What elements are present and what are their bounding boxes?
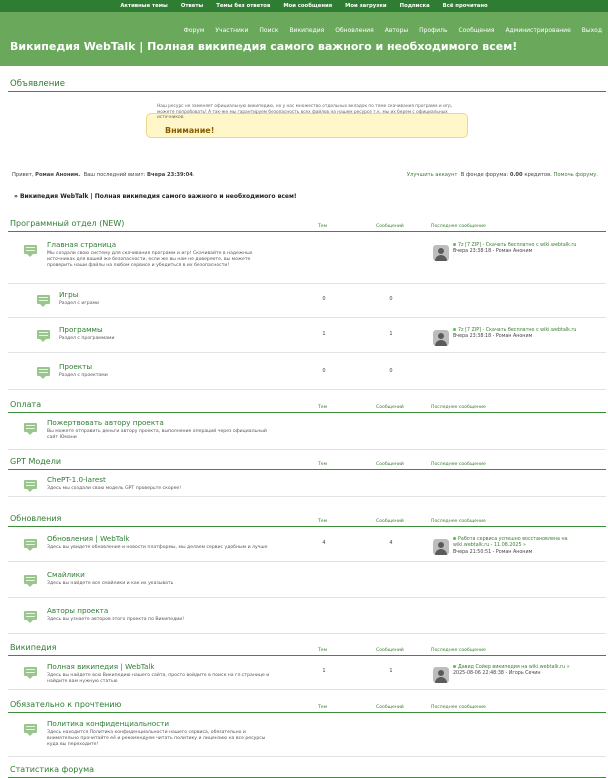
last-visit-label: Ваш последний визит: — [83, 172, 146, 178]
category-divider — [8, 469, 606, 470]
user-avatar-icon[interactable] — [433, 245, 449, 261]
forum-title[interactable]: Игры — [59, 290, 79, 299]
nav-item-6[interactable]: Профиль — [419, 27, 448, 34]
user-avatar-icon[interactable] — [433, 667, 449, 683]
green-dot-icon — [453, 328, 456, 331]
topics-count: 0 — [322, 296, 326, 302]
category-title[interactable]: Статистика форума — [10, 765, 95, 774]
speech-bubble-icon — [37, 330, 50, 339]
speech-bubble-icon — [24, 667, 37, 676]
green-dot-icon — [453, 665, 456, 668]
forum-title[interactable]: Обновления | WebTalk — [47, 534, 130, 543]
greeting-hello: Привет, — [12, 172, 34, 178]
nav-item-5[interactable]: Авторы — [384, 27, 409, 34]
category-divider — [8, 712, 606, 713]
posts-count: 4 — [389, 540, 393, 546]
forum-title[interactable]: ChePT-1.0-larest — [47, 475, 106, 484]
speech-bubble-icon — [24, 575, 37, 584]
top-link[interactable]: Активные темы — [120, 3, 168, 9]
top-link[interactable]: Подписка — [399, 3, 430, 9]
posts-count: 1 — [389, 668, 393, 674]
forum-title[interactable]: Смайлики — [47, 570, 85, 579]
announcement-heading: Объявление — [10, 79, 66, 89]
forum-description: Здесь мы создали свою модель GPT проверьте скорее! — [47, 486, 182, 491]
category-title[interactable]: Википедия — [10, 643, 57, 652]
last-post — [453, 665, 570, 678]
speech-bubble-icon — [24, 724, 37, 733]
category-title[interactable]: GPT Модели — [10, 457, 62, 466]
nav-item-2[interactable]: Поиск — [259, 27, 279, 34]
nav-item-7[interactable]: Сообщения — [458, 27, 495, 34]
last-post-meta: 2025-08-06 22:48:38 - Игорь Сечин — [453, 671, 541, 677]
user-avatar-icon[interactable] — [433, 330, 449, 346]
column-header-posts: Сообщений — [376, 224, 404, 229]
forum-title[interactable]: Пожертвовать автору проекта — [47, 418, 164, 427]
row-separator — [8, 561, 606, 562]
speech-bubble-icon — [24, 539, 37, 548]
nav-item-4[interactable]: Обновления — [335, 27, 374, 34]
greeting-user[interactable]: Роман Аноним. — [35, 172, 81, 178]
speech-bubble-icon — [24, 480, 37, 489]
last-post — [453, 537, 568, 556]
fund-credits: кредитов. — [524, 172, 552, 178]
top-link[interactable]: Темы без ответов — [216, 3, 271, 9]
top-link[interactable]: Мои сообщения — [283, 3, 333, 9]
column-header-topics: Тем — [318, 462, 328, 467]
last-post-meta: Вчера 21:50:51 - Роман Аноним — [453, 549, 533, 555]
column-header-posts: Сообщений — [376, 705, 404, 710]
top-link[interactable]: Мои загрузки — [345, 3, 387, 9]
last-post-link[interactable]: 7z [7 ZIP] - Скачать бесплатно с wiki.webtalk.ru — [458, 328, 577, 333]
speech-bubble-icon — [24, 245, 37, 254]
last-post-link[interactable]: 7z [7 ZIP] - Скачать бесплатно с wiki.webtalk.ru — [458, 243, 577, 248]
forum-description: Здесь вы найдете всю Википедию нашего сайта, просто войдите в поиск на гл.странице и найдите вам нужную статью — [47, 673, 270, 684]
column-header-last: Последнее сообщение — [431, 519, 486, 524]
row-separator — [8, 689, 606, 690]
last-post-meta: Вчера 23:38:18 - Роман Аноним — [453, 334, 533, 340]
row-separator — [8, 449, 606, 450]
category-title[interactable]: Оплата — [10, 400, 42, 409]
topics-count: 1 — [322, 668, 326, 674]
row-separator — [8, 496, 606, 497]
row-separator — [8, 633, 606, 634]
site-header — [0, 12, 608, 66]
row-separator — [8, 352, 606, 353]
forum-title[interactable]: Авторы проекта — [47, 606, 109, 615]
improve-account-link[interactable]: Улучшить аккаунт — [406, 172, 458, 178]
row-separator — [8, 389, 606, 390]
column-header-posts: Сообщений — [376, 519, 404, 524]
column-header-topics: Тем — [318, 405, 328, 410]
forum-description: Вы можете отправить деньги автору проекта, выполнение операций через официальный сайт Юмани — [47, 429, 267, 440]
user-avatar-icon[interactable] — [433, 539, 449, 555]
row-separator — [8, 317, 606, 318]
top-link[interactable]: Ответы — [180, 3, 204, 9]
nav-item-9[interactable]: Выход — [581, 27, 602, 34]
top-link[interactable]: Всё прочитано — [442, 3, 488, 9]
speech-bubble-icon — [24, 611, 37, 620]
forum-title[interactable]: Полная википедия | WebTalk — [47, 662, 155, 671]
column-header-topics: Тем — [318, 705, 328, 710]
forum-description: Раздел с программами — [59, 336, 115, 341]
forum-description: Мы создали свою систему для скачивания программ и игр! Скачивайте в надежных источниках для вашей же безопасности, если же вы нам не доверяете, вы можете проверить наши файлы на любом сервисе и убедиться в их безопасности! — [47, 251, 253, 268]
forum-description: Раздел с проектами — [59, 373, 108, 378]
last-post — [453, 328, 576, 341]
fund-value: 0.00 — [509, 172, 523, 178]
topics-count: 1 — [322, 331, 326, 337]
row-separator — [8, 283, 606, 284]
site-title[interactable]: Википедия WebTalk | Полная википедия самого важного и необходимого всем! — [10, 40, 518, 53]
fund-line — [407, 172, 598, 178]
nav-item-8[interactable]: Администрирование — [505, 27, 571, 34]
forum-title[interactable]: Главная страница — [47, 240, 117, 249]
posts-count: 1 — [389, 331, 393, 337]
column-header-last: Последнее сообщение — [431, 224, 486, 229]
forum-title[interactable]: Политика конфиденциальности — [47, 719, 170, 728]
fund-label: В фонде форума: — [460, 172, 509, 178]
top-links-bar — [0, 0, 608, 12]
column-header-posts: Сообщений — [376, 648, 404, 653]
category-divider — [8, 231, 606, 232]
main-nav — [184, 27, 602, 34]
greeting-line: Привет, Роман Аноним. Ваш последний визит: Вчера 23:39:04. — [12, 172, 195, 178]
last-post-link[interactable]: Работа сервиса успешно восстановлена на — [458, 537, 568, 542]
column-header-last: Последнее сообщение — [431, 705, 486, 710]
breadcrumb[interactable]: » Википедия WebTalk | Полная википедия самого важного и необходимого всем! — [14, 193, 297, 200]
category-divider — [8, 412, 606, 413]
last-post — [453, 243, 576, 256]
row-separator — [8, 756, 606, 757]
posts-count: 0 — [389, 368, 393, 374]
column-header-topics: Тем — [318, 224, 328, 229]
announcement-text: Наш ресурс не заменяет официальную википедию, но у нас множество отдельных вкладок по теме скачивания программ и игр, можете попробовать! А так-же мы гарантируем безопасность всех файлов на нашем ресурсе т.к. мы их берем с официальных источников. — [157, 104, 453, 121]
speech-bubble-icon — [37, 295, 50, 304]
forum-description: Раздел с играми — [59, 301, 99, 306]
category-title[interactable]: Программный отдел (NEW) — [10, 219, 125, 228]
topics-count: 4 — [322, 540, 326, 546]
speech-bubble-icon — [37, 367, 50, 376]
last-post-link[interactable]: Давид Сойер википедия на wiki.webtalk.ru » — [458, 665, 570, 670]
forum-description: Здесь находится Политика конфиденциальности нашего сервиса, обязательно и внимательно прочитайте её и рекомендуем читать политику и лицензию на все ресурсы куда вы переходите! — [47, 730, 266, 747]
speech-bubble-icon — [24, 423, 37, 432]
announcement-divider — [8, 91, 606, 92]
forum-title[interactable]: Проекты — [59, 362, 92, 371]
column-header-last: Последнее сообщение — [431, 462, 486, 467]
column-header-last: Последнее сообщение — [431, 405, 486, 410]
green-dot-icon — [453, 537, 456, 540]
category-title[interactable]: Обновления — [10, 514, 62, 523]
forum-description: Здесь вы найдете все смайлики и как их указывать — [47, 581, 174, 586]
category-title[interactable]: Обязательно к прочтению — [10, 700, 122, 709]
category-divider — [8, 655, 606, 656]
last-post-extra-link[interactable]: wiki.webtalk.ru - 11.08.2025 » — [453, 543, 526, 549]
column-header-topics: Тем — [318, 519, 328, 524]
posts-count: 0 — [389, 296, 393, 302]
row-separator — [8, 597, 606, 598]
nav-item-0[interactable]: Форум — [183, 27, 205, 34]
last-visit-value: Вчера 23:39:04 — [146, 172, 193, 178]
column-header-posts: Сообщений — [376, 405, 404, 410]
column-header-last: Последнее сообщение — [431, 648, 486, 653]
help-forum-link[interactable]: Помочь форуму. — [553, 172, 598, 178]
topics-count: 0 — [322, 368, 326, 374]
forum-description: Здесь вы узнаете авторов этого проекта по Википедии! — [47, 617, 185, 622]
nav-item-3[interactable]: Википедия — [289, 27, 325, 34]
column-header-posts: Сообщений — [376, 462, 404, 467]
last-post-meta: Вчера 23:38:18 - Роман Аноним — [453, 249, 533, 255]
category-divider — [8, 526, 606, 527]
column-header-topics: Тем — [318, 648, 328, 653]
forum-description: Здесь вы увидете обновления и новости платформы, мы делаем сервис удобным и лучше — [47, 545, 268, 550]
nav-item-1[interactable]: Участники — [215, 27, 249, 34]
green-dot-icon — [453, 243, 456, 246]
forum-title[interactable]: Программы — [59, 325, 103, 334]
announcement-warning: Внимание! — [165, 126, 215, 135]
